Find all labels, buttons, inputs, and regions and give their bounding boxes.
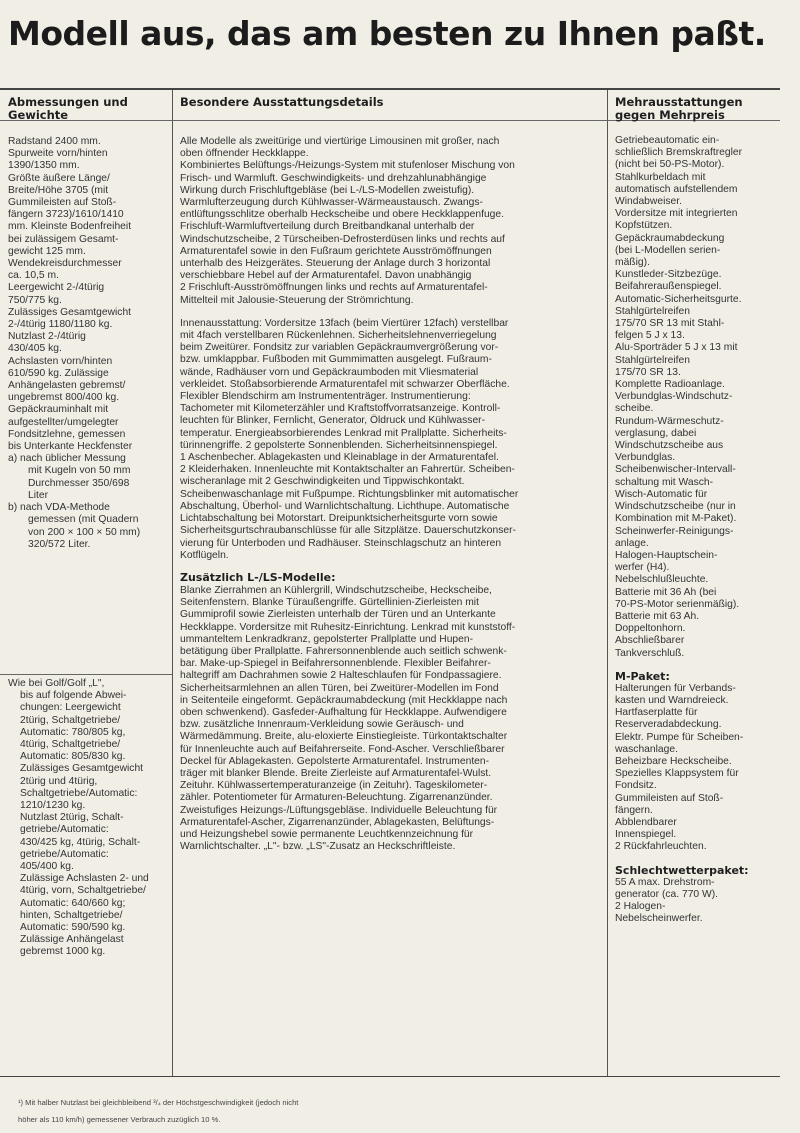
col1-body: [8, 136, 168, 551]
extras-item-line: Windschutzscheibe (nur in: [615, 501, 736, 513]
text-line: Innenausstattung: Vordersitze 13fach (beim Viertürer 12fach) verstellbar: [180, 317, 509, 329]
text-line: Automatic: 780/805 kg,: [20, 726, 126, 738]
spec-table: [0, 88, 780, 1077]
mpaket-item-line: fängern.: [615, 804, 653, 816]
schlechtwetter-item-line: 55 A max. Drehstrom-: [615, 876, 715, 888]
col-dimensions-lower: [8, 678, 168, 959]
list-b-line: 320/572 Liter.: [28, 538, 91, 550]
text-line: Deckel für Ablagekasten. Gepolsterte Armaturentafel. Instrumenten-: [180, 755, 490, 767]
text-line: leuchten für Blinker, Fernlicht, Generator, Öldruck und Kühlwasser-: [180, 415, 486, 427]
footnote-line: höher als 110 km/h) gemessener Verbrauch zuzüglich 10 %.: [18, 1114, 221, 1124]
text-line: wände, Radhäuser vorn und Gepäckraumboden mit Vliesmaterial: [180, 366, 479, 378]
extras-item-line: Rundum-Wärmeschutz-: [615, 415, 724, 427]
extras-item-line: Scheinwerfer-Reinigungs-: [615, 525, 734, 537]
extras-list: [615, 135, 779, 660]
extras-item-line: Stahlgürtelreifen: [615, 305, 690, 317]
text-line: Lichtabschaltung bei Motorstart. Dreipunktsicherheitsgurte vorn sowie: [180, 513, 498, 525]
text-line: Sicherheitsgurtschraubanschlüsse für alle Sitzplätze. Dauerschutzkonser-: [180, 525, 516, 537]
list-a-line: a) nach üblicher Messung: [8, 453, 126, 465]
text-line: Nutzlast 2türig, Schalt-: [20, 812, 124, 824]
extras-item-line: Abschließbarer: [615, 635, 685, 647]
text-line: träger mit blanker Blende. Breite Zierleiste auf Armaturentafel-Wulst.: [180, 767, 492, 779]
text-line: Zulässige Achslasten 2- und: [20, 873, 149, 885]
extras-item-line: schaltung mit Wasch-: [615, 476, 714, 488]
text-line: getriebe/Automatic:: [20, 848, 109, 860]
text-line: Fondsitzlehne, gemessen: [8, 428, 126, 440]
text-line: 2türig, Schaltgetriebe/: [20, 714, 121, 726]
footnote: [18, 1090, 398, 1132]
extras-item-line: Wisch-Automatic für: [615, 488, 708, 500]
text-line: Frischluft-Warmluftverteilung durch Breitbandkanal unterhalb der: [180, 221, 475, 233]
col-extras: [615, 96, 779, 925]
mpaket-item-line: Gummileisten auf Stoß-: [615, 792, 724, 804]
text-line: 610/590 kg. Zulässige: [8, 367, 109, 379]
text-line: vierung für Unterboden und Radhäuser. Steinschlagschutz an hinteren: [180, 537, 502, 549]
text-line: temperatur. Energieabsorbierendes Lenkrad mit Prallplatte. Sicherheits-: [180, 427, 507, 439]
text-line: und Heizungshebel sowie permanente Leuchtkennzeichnung für: [180, 828, 474, 840]
extras-item-line: 70-PS-Motor serienmäßig).: [615, 598, 740, 610]
extras-item-line: mäßig).: [615, 257, 650, 269]
mpaket-item-line: Spezielles Klappsystem für: [615, 768, 739, 780]
extras-item-line: Nebelschlußleuchte.: [615, 574, 709, 586]
extras-item-line: Verbundglas.: [615, 452, 676, 464]
schlechtwetter-item-line: Nebelscheinwerfer.: [615, 913, 703, 925]
text-line: oben schwenkend). Gasfeder-Aufhaltung für Heckklappe. Aufwendigere: [180, 706, 507, 718]
text-line: Zulässiges Gesamtgewicht: [20, 763, 144, 775]
extras-item-line: Vordersitze mit integrierten: [615, 208, 738, 220]
text-line: Armaturentafel-Ascher, Zigarrenanzünder, Ablagekasten, Belüftungs-: [180, 816, 495, 828]
text-line: Warmlufterzeugung durch Kühlwasser-Wärmeaustausch. Zwangs-: [180, 197, 483, 209]
text-line: Anhängelasten gebremst/: [8, 380, 126, 392]
extras-item-line: Verbundglas-Windschutz-: [615, 391, 733, 403]
extras-item-line: scheibe.: [615, 403, 654, 415]
text-line: oben öffnender Heckklappe.: [180, 148, 309, 160]
text-line: Seitenfenstern. Blanke Türaußengriffe. Gürtellinien-Zierleisten mit: [180, 597, 479, 609]
extras-item-line: (nicht bei 50-PS-Motor).: [615, 159, 725, 171]
text-line: Schaltgetriebe/Automatic:: [20, 787, 138, 799]
text-line: 2 Frischluft-Ausströmöffnungen links und rechts auf Armaturentafel-: [180, 282, 488, 294]
text-line: gewicht 125 mm.: [8, 245, 86, 257]
text-line: Spurweite vorn/hinten: [8, 148, 108, 160]
text-line: 1210/1230 kg.: [20, 800, 86, 812]
text-line: Gummiprofil sowie Zierleisten unterhalb der Türen und an Unterkante: [180, 609, 496, 621]
features-para-2: [180, 318, 604, 562]
ls-subheading: Zusätzlich L-/LS-Modelle:: [180, 570, 336, 584]
list-a-line: Durchmesser 350/698: [28, 477, 130, 489]
text-line: Wie bei Golf/Golf „L",: [8, 678, 105, 689]
text-line: Mittelteil mit Jalousie-Steuerung der Strömrichtung.: [180, 294, 414, 306]
list-a-line: Liter: [28, 489, 49, 501]
text-line: Frisch- und Warmluft. Geschwindigkeits- und drehzahlunabhängige: [180, 172, 487, 184]
mpaket-item-line: Hartfaserplatte für: [615, 707, 698, 719]
mpaket-item-line: Reserveradabdeckung.: [615, 719, 722, 731]
extras-item-line: anlage.: [615, 537, 649, 549]
schlechtwetter-item-line: 2 Halogen-: [615, 900, 666, 912]
text-line: Heckklappe. Vordersitze mit Ruhesitz-Einrichtung. Lenkrad mit kunststoff-: [180, 621, 516, 633]
page-headline: Modell aus, das am besten zu Ihnen paßt.: [8, 14, 766, 53]
text-line: hinten, Schaltgetriebe/: [20, 909, 123, 921]
text-line: unterhalb des Heizgerätes. Steuerung der Anlage durch 3 horizontal: [180, 258, 491, 270]
text-line: mit 4fach verstellbaren Rückenlehnen. Sicherheitslehnenverriegelung: [180, 330, 497, 342]
text-line: Sicherheitsarmlehnen an allen Türen, bei Zweitürer-Modellen im Fond: [180, 682, 499, 694]
text-line: Größte äußere Länge/: [8, 172, 110, 184]
mpaket-item-line: 2 Rückfahrleuchten.: [615, 841, 707, 853]
text-line: Blanke Zierrahmen an Kühlergrill, Windschutzscheibe, Heckscheibe,: [180, 584, 492, 596]
text-line: Zulässige Anhängelast: [20, 934, 124, 946]
text-line: chungen: Leergewicht: [20, 702, 121, 714]
extras-item-line: 175/70 SR 13 mit Stahl-: [615, 318, 725, 330]
text-line: Windschutzscheibe, 2 Türscheiben-Defrosterdüsen links und rechts auf: [180, 233, 505, 245]
extras-item-line: Alu-Sporträder 5 J x 13 mit: [615, 342, 738, 354]
col1-divider: [0, 674, 172, 675]
features-para-1: [180, 136, 604, 307]
text-line: Alle Modelle als zweitürige und viertürige Limousinen mit großer, nach: [180, 136, 500, 147]
features-para-3: [180, 585, 604, 853]
mpaket-item-line: waschanlage.: [615, 743, 678, 755]
mpaket-list: [615, 683, 779, 854]
extras-item-line: Kopfstützen.: [615, 220, 673, 232]
text-line: mm. Kleinste Bodenfreiheit: [8, 221, 132, 233]
mpaket-item-line: kasten und Warndreieck.: [615, 694, 729, 706]
extras-item-line: werfer (H4).: [615, 562, 670, 574]
text-line: Automatic: 640/660 kg;: [20, 897, 126, 909]
extras-item-line: felgen 5 J x 13.: [615, 330, 685, 342]
text-line: gebremst 1000 kg.: [20, 946, 106, 958]
text-line: in Seitenteile eingeformt. Gepäckraumabdeckung (mit Heckklappe nach: [180, 694, 508, 706]
text-line: getriebe/Automatic:: [20, 824, 109, 836]
extras-item-line: 175/70 SR 13.: [615, 366, 681, 378]
text-line: Breite/Höhe 3705 (mit: [8, 184, 109, 196]
text-line: bis auf folgende Abwei-: [20, 690, 127, 702]
col-features: [180, 96, 604, 853]
col-dimensions: [8, 96, 168, 551]
list-b-line: b) nach VDA-Methode: [8, 502, 110, 514]
text-line: 430/405 kg.: [8, 343, 62, 355]
mpaket-item-line: Elektr. Pumpe für Scheiben-: [615, 731, 744, 743]
footnote-line: ¹) Mit halber Nutzlast bei gleichbleibend ³/₄ der Höchstgeschwindigkeit (jedoch nicht: [18, 1097, 299, 1107]
extras-item-line: Windabweiser.: [615, 196, 682, 208]
text-line: 1390/1350 mm.: [8, 160, 80, 172]
text-line: Wirkung durch Frischluftgebläse (bei L-/LS-Modellen zweistufig).: [180, 184, 475, 196]
extras-item-line: Stahlgürtelreifen: [615, 354, 690, 366]
text-line: Armaturentafel sowie in den Fußraum gerichtete Ausströmöffnungen: [180, 245, 492, 257]
text-line: entlüftungsschlitze oberhalb Heckscheibe und obere Heckklappenfuge.: [180, 209, 504, 221]
text-line: fängern 3723)/1610/1410: [8, 209, 124, 221]
text-line: haltegriff am Dachrahmen sowie 2 Halteschlaufen für Fondpassagiere.: [180, 670, 502, 682]
extras-item-line: schließlich Bremskraftregler: [615, 147, 743, 159]
extras-item-line: Getriebeautomatic ein-: [615, 135, 720, 146]
text-line: bzw. umklappbar. Fußboden mit Gummimatten ausgelegt. Fußraum-: [180, 354, 492, 366]
col1-lower-body: [8, 678, 168, 959]
text-line: Zeituhr. Kühlwassertemperaturanzeige (in Zeituhr). Tageskilometer-: [180, 780, 488, 792]
text-line: türinnengriffe. 2 gepolsterte Sonnenblenden. Sicherheitsinnenspiegel.: [180, 439, 498, 451]
text-line: bis Unterkante Heckfenster: [8, 441, 133, 453]
text-line: Scheibenwaschanlage mit Fußpumpe. Richtungsblinker mit automatischer: [180, 488, 519, 500]
text-line: Automatic: 590/590 kg.: [20, 922, 126, 934]
mpaket-heading: M-Paket:: [615, 669, 670, 683]
text-line: 430/425 kg, 4türig, Schalt-: [20, 836, 141, 848]
text-line: Radstand 2400 mm.: [8, 136, 101, 147]
list-b-line: von 200 × 100 × 50 mm): [28, 526, 141, 538]
column-divider: [607, 90, 608, 1076]
schlechtwetter-heading: Schlechtwetterpaket:: [615, 863, 749, 877]
text-line: betätigung über Prallplatte. Fahrersonnenblende auch seitlich schwenk-: [180, 645, 507, 657]
schlechtwetter-list: [615, 877, 779, 926]
extras-item-line: Batterie mit 36 Ah (bei: [615, 586, 717, 598]
text-line: 1 Aschenbecher. Ablagekasten und Kleinablage in der Armaturentafel.: [180, 452, 499, 464]
text-line: 405/400 kg.: [20, 861, 74, 873]
text-line: Tachometer mit Kilometerzähler und Kraftstoffvorratsanzeige. Kontroll-: [180, 403, 501, 415]
mpaket-item-line: Fondsitz.: [615, 780, 657, 792]
text-line: Kotflügeln.: [180, 549, 229, 561]
schlechtwetter-item-line: generator (ca. 770 W).: [615, 888, 719, 900]
text-line: Flexibler Blendschirm am Instrumententräger. Instrumentierung:: [180, 391, 471, 403]
mpaket-item-line: Innenspiegel.: [615, 829, 677, 841]
mpaket-item-line: Beheizbare Heckscheibe.: [615, 755, 732, 767]
text-line: 750/775 kg.: [8, 294, 62, 306]
text-line: Leergewicht 2-/4türig: [8, 282, 105, 294]
text-line: Gummileisten auf Stoß-: [8, 197, 117, 209]
extras-item-line: automatisch aufstellendem: [615, 183, 738, 195]
text-line: Wendekreisdurchmesser: [8, 258, 122, 270]
text-line: verkleidet. Stoßabsorbierende Armaturentafel mit schwarzer Oberfläche.: [180, 378, 510, 390]
text-line: Abschaltung, Überhol- und Warnlichtschaltung. Lichthupe. Automatische: [180, 500, 510, 512]
extras-item-line: Windschutzscheibe aus: [615, 440, 724, 452]
col3-heading: Mehrausstattungen gegen Mehrpreis: [615, 95, 743, 122]
extras-item-line: Scheibenwischer-Intervall-: [615, 464, 736, 476]
column-divider: [172, 90, 173, 1076]
text-line: verschiebbare Hebel auf der Armaturentafel. Davon unabhängig: [180, 270, 472, 282]
extras-item-line: Tankverschluß.: [615, 647, 685, 659]
text-line: Warnlichtschalter. „L"- bzw. „LS"-Zusatz an Heckschriftleiste.: [180, 841, 456, 853]
text-line: für Innenleuchte auch auf Beifahrerseite. Fond-Ascher. Verschließbarer: [180, 743, 505, 755]
text-line: ungebremst 800/400 kg.: [8, 392, 120, 404]
mpaket-item-line: Abblendbarer: [615, 816, 677, 828]
extras-item-line: Beifahreraußenspiegel.: [615, 281, 722, 293]
extras-item-line: Komplette Radioanlage.: [615, 379, 725, 391]
extras-item-line: Kombination mit M-Paket).: [615, 513, 737, 525]
text-line: Zulässiges Gesamtgewicht: [8, 306, 132, 318]
text-line: 2-/4türig 1180/1180 kg.: [8, 319, 113, 331]
text-line: ca. 10,5 m.: [8, 270, 59, 282]
extras-item-line: Gepäckraumabdeckung: [615, 232, 725, 244]
text-line: 2türig und 4türig,: [20, 775, 98, 787]
extras-item-line: (bei L-Modellen serien-: [615, 244, 721, 256]
mpaket-item-line: Halterungen für Verbands-: [615, 682, 736, 694]
extras-item-line: Stahlkurbeldach mit: [615, 171, 706, 183]
list-b-line: gemessen (mit Quadern: [28, 514, 139, 526]
text-line: ummanteltem Lenkradkranz, gepolsterter Prallplatte und Hupen-: [180, 633, 474, 645]
text-line: zähler. Potentiometer für Armaturen-Beleuchtung. Zigarrenanzünder.: [180, 792, 493, 804]
extras-item-line: Kunstleder-Sitzbezüge.: [615, 269, 722, 281]
col2-heading: Besondere Ausstattungsdetails: [180, 95, 384, 109]
text-line: Wärmedämmung. Breite, alu-eloxierte Einstiegleiste. Türkontaktschalter: [180, 731, 508, 743]
extras-item-line: Batterie mit 63 Ah.: [615, 610, 700, 622]
extras-item-line: verglasung, dabei: [615, 427, 697, 439]
col1-heading: Abmessungen und Gewichte: [8, 95, 128, 122]
text-line: 4türig, Schaltgetriebe/: [20, 739, 121, 751]
text-line: Automatic: 805/830 kg.: [20, 751, 126, 763]
extras-item-line: Halogen-Hauptschein-: [615, 549, 718, 561]
text-line: Nutzlast 2-/4türig: [8, 331, 86, 343]
extras-item-line: Automatic-Sicherheitsgurte.: [615, 293, 742, 305]
text-line: Zweistufiges Heizungs-/Lüftungsgebläse. Individuelle Beleuchtung für: [180, 804, 498, 816]
text-line: bzw. zusätzliche Innenraum-Verkleidung sowie Geräusch- und: [180, 719, 464, 731]
text-line: Gepäckrauminhalt mit: [8, 404, 109, 416]
text-line: aufgestellter/umgelegter: [8, 416, 119, 428]
text-line: bar. Make-up-Spiegel in Beifahrersonnenblende. Flexibler Beifahrer-: [180, 658, 491, 670]
extras-item-line: Doppeltonhorn.: [615, 623, 686, 635]
list-a-line: mit Kugeln von 50 mm: [28, 465, 131, 477]
text-line: 4türig, vorn, Schaltgetriebe/: [20, 885, 146, 897]
text-line: Achslasten vorn/hinten: [8, 355, 113, 367]
text-line: 2 Kleiderhaken. Innenleuchte mit Kontaktschalter an Fahrertür. Scheiben-: [180, 464, 515, 476]
text-line: Kombiniertes Belüftungs-/Heizungs-System mit stufenloser Mischung von: [180, 160, 515, 172]
text-line: beim Zweitürer. Fondsitz zur variablen Gepäckraumvergrößerung vor-: [180, 342, 499, 354]
text-line: wischeranlage mit 2 Geschwindigkeiten und Tippwischkontakt.: [180, 476, 465, 488]
text-line: bei zulässigem Gesamt-: [8, 233, 119, 245]
